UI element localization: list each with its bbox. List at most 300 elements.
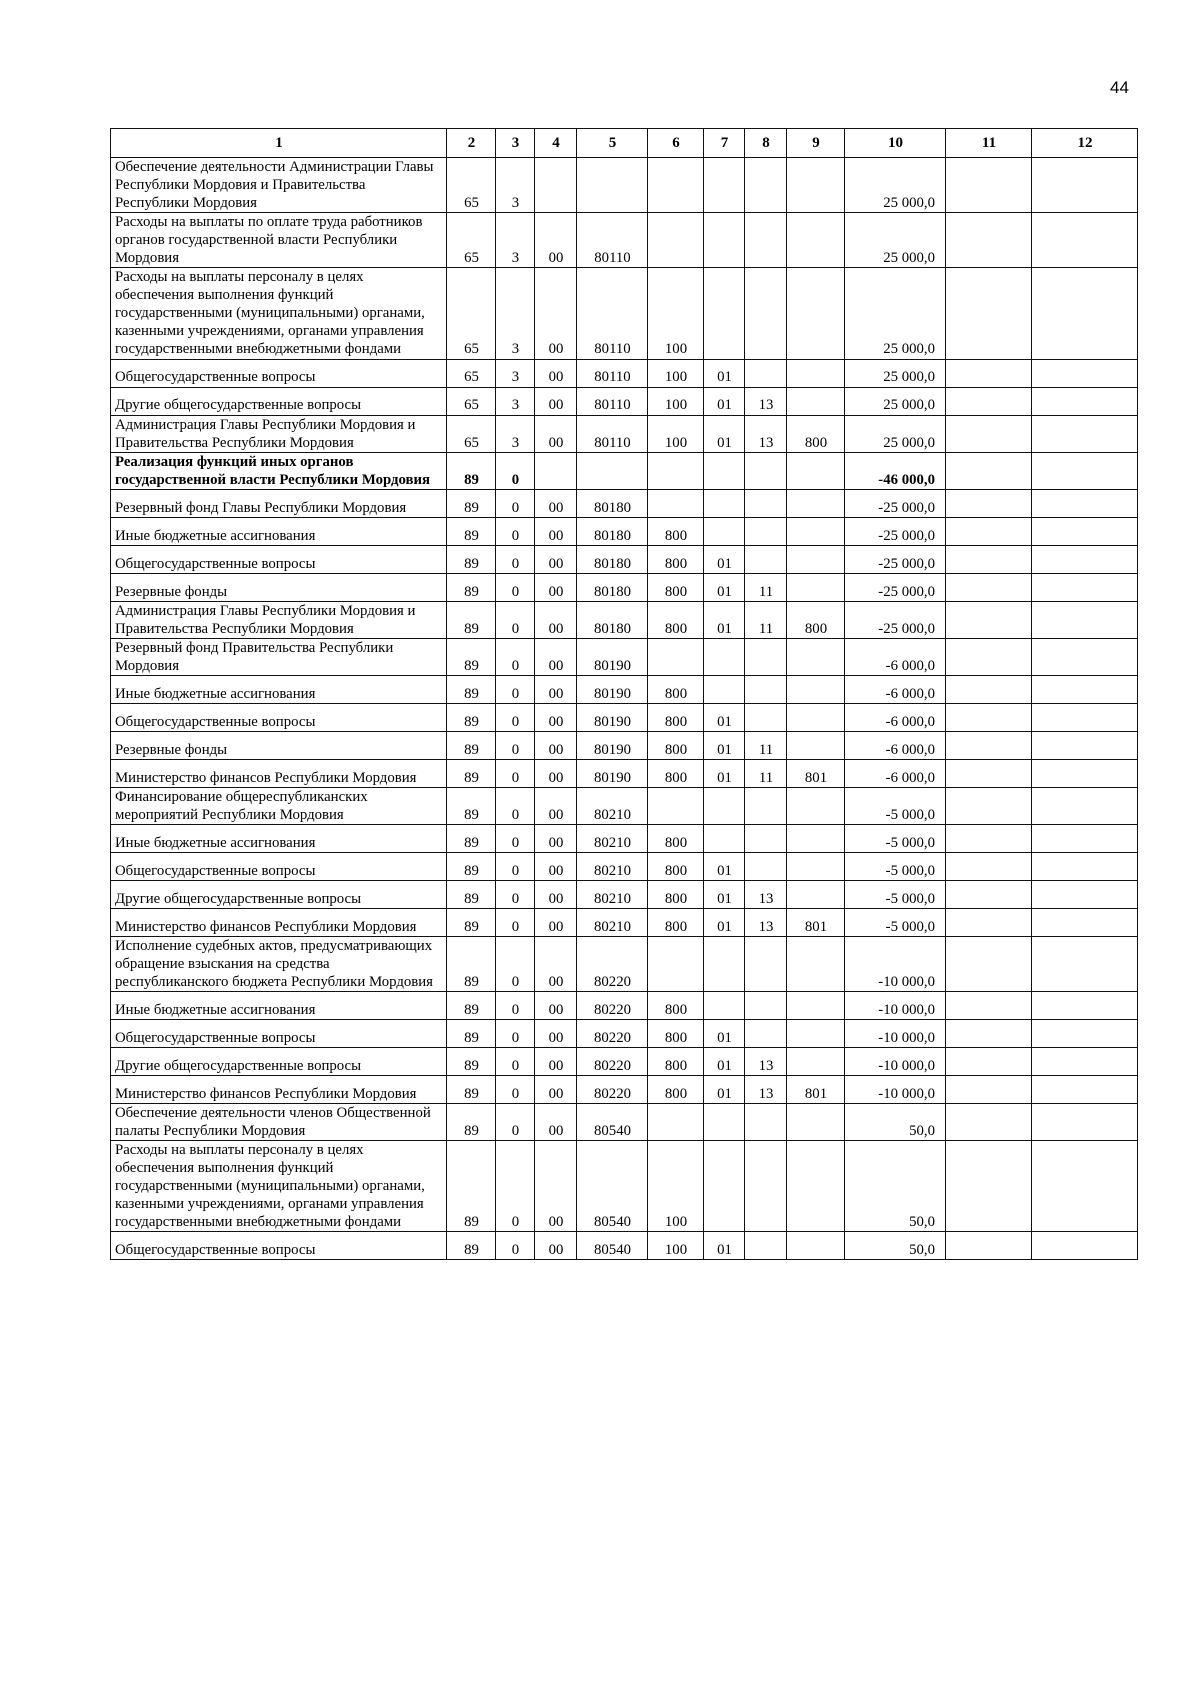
cell-col-11 [946,545,1032,573]
row-label: Другие общегосударственные вопросы [111,880,447,908]
cell-col-12 [1032,992,1138,1020]
cell-col-10: -46 000,0 [845,452,946,489]
cell-col-7: 01 [704,1048,745,1076]
cell-col-2: 89 [447,731,496,759]
row-label: Министерство финансов Республики Мордовия [111,1076,447,1104]
cell-col-9 [787,517,845,545]
cell-col-9 [787,268,845,359]
cell-col-4: 00 [535,675,577,703]
row-label: Резервные фонды [111,731,447,759]
cell-col-3: 0 [496,1076,535,1104]
cell-col-2: 65 [447,415,496,452]
cell-col-10: -6 000,0 [845,731,946,759]
cell-col-12 [1032,787,1138,824]
row-label: Общегосударственные вопросы [111,359,447,387]
table-row [111,1232,1138,1260]
cell-col-8 [745,268,787,359]
table-row [111,158,1138,213]
table-row [111,703,1138,731]
cell-col-11 [946,1048,1032,1076]
cell-col-8 [745,703,787,731]
cell-col-9 [787,638,845,675]
cell-col-2: 89 [447,675,496,703]
cell-col-8: 11 [745,573,787,601]
cell-col-6: 800 [648,1020,704,1048]
cell-col-3: 0 [496,852,535,880]
cell-col-8 [745,852,787,880]
cell-col-11 [946,936,1032,991]
cell-col-3: 0 [496,1048,535,1076]
cell-col-8 [745,992,787,1020]
cell-col-7 [704,675,745,703]
cell-col-5: 80110 [577,213,648,268]
cell-col-12 [1032,213,1138,268]
row-label: Обеспечение деятельности членов Общественной палаты Республики Мордовия [111,1104,447,1141]
table-row [111,759,1138,787]
cell-col-11 [946,213,1032,268]
cell-col-11 [946,731,1032,759]
cell-col-9 [787,213,845,268]
cell-col-10: 25 000,0 [845,415,946,452]
table-header-row [111,129,1138,158]
cell-col-6: 800 [648,1048,704,1076]
cell-col-4: 00 [535,852,577,880]
cell-col-6: 800 [648,908,704,936]
cell-col-10: 25 000,0 [845,268,946,359]
cell-col-8 [745,824,787,852]
column-header-12: 12 [1032,129,1138,158]
table-row [111,1141,1138,1232]
cell-col-11 [946,787,1032,824]
cell-col-10: -5 000,0 [845,880,946,908]
cell-col-5: 80180 [577,573,648,601]
cell-col-9 [787,936,845,991]
cell-col-2: 89 [447,1232,496,1260]
cell-col-5: 80180 [577,517,648,545]
cell-col-11 [946,759,1032,787]
cell-col-5: 80180 [577,489,648,517]
cell-col-11 [946,992,1032,1020]
cell-col-6: 800 [648,852,704,880]
cell-col-11 [946,1104,1032,1141]
cell-col-3: 0 [496,1020,535,1048]
cell-col-10: 25 000,0 [845,158,946,213]
cell-col-12 [1032,517,1138,545]
cell-col-10: -5 000,0 [845,852,946,880]
cell-col-12 [1032,824,1138,852]
cell-col-9 [787,824,845,852]
column-header-8: 8 [745,129,787,158]
row-label: Администрация Главы Республики Мордовия и Правительства Республики Мордовия [111,415,447,452]
cell-col-5: 80190 [577,638,648,675]
page-number: 44 [1110,78,1129,97]
cell-col-5: 80220 [577,1048,648,1076]
row-label: Иные бюджетные ассигнования [111,517,447,545]
cell-col-2: 89 [447,703,496,731]
cell-col-2: 89 [447,936,496,991]
column-header-7: 7 [704,129,745,158]
cell-col-2: 65 [447,268,496,359]
cell-col-3: 3 [496,387,535,415]
cell-col-12 [1032,638,1138,675]
cell-col-9 [787,158,845,213]
cell-col-3: 0 [496,573,535,601]
cell-col-8 [745,545,787,573]
cell-col-12 [1032,759,1138,787]
cell-col-4: 00 [535,268,577,359]
cell-col-6: 100 [648,415,704,452]
cell-col-6: 800 [648,517,704,545]
column-header-5: 5 [577,129,648,158]
cell-col-6: 100 [648,268,704,359]
cell-col-8: 11 [745,601,787,638]
cell-col-12 [1032,573,1138,601]
cell-col-12 [1032,601,1138,638]
cell-col-4: 00 [535,880,577,908]
cell-col-5 [577,452,648,489]
cell-col-4: 00 [535,936,577,991]
cell-col-4: 00 [535,387,577,415]
table-row [111,601,1138,638]
cell-col-8: 13 [745,415,787,452]
table-row [111,1048,1138,1076]
cell-col-7: 01 [704,1232,745,1260]
column-header-6: 6 [648,129,704,158]
cell-col-8 [745,638,787,675]
cell-col-8 [745,489,787,517]
column-header-2: 2 [447,129,496,158]
cell-col-4: 00 [535,1141,577,1232]
cell-col-9 [787,452,845,489]
table-row [111,415,1138,452]
column-header-4: 4 [535,129,577,158]
cell-col-3: 3 [496,213,535,268]
cell-col-7 [704,787,745,824]
cell-col-5: 80210 [577,787,648,824]
table-row [111,1020,1138,1048]
cell-col-3: 0 [496,992,535,1020]
cell-col-8 [745,787,787,824]
cell-col-7: 01 [704,359,745,387]
cell-col-4: 00 [535,638,577,675]
cell-col-5: 80220 [577,1076,648,1104]
cell-col-5: 80190 [577,703,648,731]
cell-col-12 [1032,1076,1138,1104]
cell-col-7: 01 [704,731,745,759]
cell-col-8: 13 [745,1048,787,1076]
cell-col-3: 0 [496,638,535,675]
cell-col-11 [946,1141,1032,1232]
cell-col-8 [745,1232,787,1260]
cell-col-9 [787,1141,845,1232]
cell-col-6 [648,452,704,489]
row-label: Министерство финансов Республики Мордовия [111,759,447,787]
table-row [111,880,1138,908]
cell-col-9 [787,1048,845,1076]
table-row [111,992,1138,1020]
cell-col-3: 0 [496,787,535,824]
cell-col-12 [1032,452,1138,489]
cell-col-4: 00 [535,517,577,545]
cell-col-4: 00 [535,359,577,387]
cell-col-8 [745,675,787,703]
cell-col-2: 89 [447,1141,496,1232]
cell-col-10: -25 000,0 [845,601,946,638]
cell-col-8 [745,1020,787,1048]
cell-col-4: 00 [535,415,577,452]
cell-col-4: 00 [535,601,577,638]
table-row [111,573,1138,601]
cell-col-5: 80180 [577,545,648,573]
column-header-9: 9 [787,129,845,158]
row-label: Расходы на выплаты персоналу в целях обеспечения выполнения функций государственными (муниципальными) органами, казенными учреждениями, органами управления государственными внебюджетными фондами [111,268,447,359]
cell-col-7: 01 [704,1076,745,1104]
row-label: Резервный фонд Главы Республики Мордовия [111,489,447,517]
cell-col-5: 80210 [577,852,648,880]
cell-col-7 [704,452,745,489]
cell-col-3: 0 [496,675,535,703]
cell-col-10: 25 000,0 [845,387,946,415]
cell-col-7: 01 [704,852,745,880]
cell-col-8: 11 [745,759,787,787]
row-label: Обеспечение деятельности Администрации Главы Республики Мордовия и Правительства Республики Мордовия [111,158,447,213]
cell-col-4 [535,158,577,213]
cell-col-8 [745,158,787,213]
cell-col-5: 80210 [577,880,648,908]
table-row [111,731,1138,759]
cell-col-6: 800 [648,601,704,638]
cell-col-2: 89 [447,787,496,824]
cell-col-7 [704,268,745,359]
cell-col-7: 01 [704,387,745,415]
cell-col-7: 01 [704,573,745,601]
table-body [111,158,1138,1260]
row-label: Резервные фонды [111,573,447,601]
cell-col-4: 00 [535,1104,577,1141]
cell-col-8 [745,359,787,387]
cell-col-7: 01 [704,1020,745,1048]
cell-col-9: 800 [787,601,845,638]
cell-col-10: -10 000,0 [845,1020,946,1048]
cell-col-3: 3 [496,359,535,387]
cell-col-12 [1032,880,1138,908]
cell-col-8 [745,1141,787,1232]
cell-col-2: 89 [447,517,496,545]
cell-col-11 [946,268,1032,359]
cell-col-11 [946,1232,1032,1260]
cell-col-5: 80110 [577,387,648,415]
cell-col-4: 00 [535,908,577,936]
row-label: Общегосударственные вопросы [111,545,447,573]
cell-col-8: 13 [745,908,787,936]
cell-col-2: 89 [447,638,496,675]
cell-col-11 [946,359,1032,387]
cell-col-6 [648,787,704,824]
cell-col-10: -5 000,0 [845,908,946,936]
cell-col-12 [1032,1232,1138,1260]
cell-col-2: 89 [447,992,496,1020]
cell-col-6 [648,936,704,991]
cell-col-7: 01 [704,880,745,908]
cell-col-12 [1032,936,1138,991]
cell-col-10: -25 000,0 [845,489,946,517]
cell-col-10: 50,0 [845,1104,946,1141]
cell-col-12 [1032,1141,1138,1232]
row-label: Другие общегосударственные вопросы [111,387,447,415]
cell-col-9 [787,387,845,415]
cell-col-8: 11 [745,731,787,759]
cell-col-9 [787,489,845,517]
cell-col-2: 65 [447,359,496,387]
cell-col-9 [787,992,845,1020]
row-label: Иные бюджетные ассигнования [111,824,447,852]
cell-col-3: 0 [496,1141,535,1232]
table-row [111,452,1138,489]
cell-col-3: 3 [496,415,535,452]
column-header-10: 10 [845,129,946,158]
cell-col-10: -5 000,0 [845,824,946,852]
cell-col-5: 80210 [577,908,648,936]
cell-col-2: 89 [447,489,496,517]
cell-col-6: 800 [648,573,704,601]
cell-col-10: -10 000,0 [845,992,946,1020]
cell-col-12 [1032,852,1138,880]
table-row [111,387,1138,415]
cell-col-8 [745,452,787,489]
row-label: Реализация функций иных органов государственной власти Республики Мордовия [111,452,447,489]
cell-col-12 [1032,359,1138,387]
cell-col-8 [745,213,787,268]
cell-col-2: 89 [447,824,496,852]
cell-col-3: 0 [496,452,535,489]
cell-col-9 [787,1232,845,1260]
row-label: Общегосударственные вопросы [111,1232,447,1260]
cell-col-4: 00 [535,213,577,268]
column-header-11: 11 [946,129,1032,158]
cell-col-2: 89 [447,1104,496,1141]
cell-col-2: 89 [447,908,496,936]
cell-col-7 [704,213,745,268]
cell-col-12 [1032,158,1138,213]
table-row [111,908,1138,936]
table-row [111,517,1138,545]
cell-col-6 [648,213,704,268]
cell-col-4: 00 [535,759,577,787]
cell-col-7: 01 [704,415,745,452]
cell-col-11 [946,517,1032,545]
cell-col-5: 80110 [577,268,648,359]
column-header-1: 1 [111,129,447,158]
cell-col-7: 01 [704,703,745,731]
cell-col-6: 800 [648,759,704,787]
cell-col-2: 89 [447,1048,496,1076]
row-label: Общегосударственные вопросы [111,1020,447,1048]
cell-col-12 [1032,268,1138,359]
cell-col-6 [648,638,704,675]
row-label: Другие общегосударственные вопросы [111,1048,447,1076]
table-row [111,787,1138,824]
table-row [111,824,1138,852]
row-label: Общегосударственные вопросы [111,852,447,880]
cell-col-9 [787,787,845,824]
cell-col-3: 0 [496,517,535,545]
cell-col-4: 00 [535,731,577,759]
cell-col-10: 50,0 [845,1141,946,1232]
cell-col-7 [704,489,745,517]
cell-col-3: 0 [496,489,535,517]
cell-col-6 [648,1104,704,1141]
cell-col-12 [1032,489,1138,517]
cell-col-2: 89 [447,880,496,908]
cell-col-10: -5 000,0 [845,787,946,824]
row-label: Министерство финансов Республики Мордовия [111,908,447,936]
cell-col-11 [946,158,1032,213]
row-label: Исполнение судебных актов, предусматривающих обращение взыскания на средства республиканского бюджета Республики Мордовия [111,936,447,991]
cell-col-12 [1032,1104,1138,1141]
cell-col-9: 801 [787,759,845,787]
cell-col-11 [946,824,1032,852]
cell-col-7: 01 [704,545,745,573]
cell-col-10: -10 000,0 [845,1076,946,1104]
cell-col-11 [946,573,1032,601]
cell-col-10: -6 000,0 [845,703,946,731]
cell-col-3: 0 [496,936,535,991]
cell-col-6: 800 [648,992,704,1020]
cell-col-3: 0 [496,908,535,936]
cell-col-4: 00 [535,1232,577,1260]
cell-col-5: 80540 [577,1232,648,1260]
cell-col-12 [1032,387,1138,415]
table-row [111,675,1138,703]
cell-col-6: 800 [648,731,704,759]
cell-col-9 [787,1020,845,1048]
cell-col-3: 0 [496,824,535,852]
row-label: Общегосударственные вопросы [111,703,447,731]
cell-col-5: 80110 [577,359,648,387]
cell-col-11 [946,601,1032,638]
cell-col-11 [946,415,1032,452]
cell-col-5: 80220 [577,992,648,1020]
cell-col-7 [704,517,745,545]
cell-col-10: -6 000,0 [845,759,946,787]
cell-col-8 [745,517,787,545]
cell-col-3: 0 [496,703,535,731]
cell-col-4: 00 [535,1020,577,1048]
cell-col-10: -10 000,0 [845,1048,946,1076]
cell-col-11 [946,489,1032,517]
cell-col-6: 100 [648,1141,704,1232]
cell-col-11 [946,638,1032,675]
cell-col-12 [1032,545,1138,573]
cell-col-12 [1032,731,1138,759]
row-label: Резервный фонд Правительства Республики Мордовия [111,638,447,675]
cell-col-7 [704,638,745,675]
cell-col-10: -6 000,0 [845,675,946,703]
cell-col-4: 00 [535,573,577,601]
cell-col-5: 80540 [577,1104,648,1141]
cell-col-6 [648,489,704,517]
cell-col-7 [704,992,745,1020]
table-row [111,638,1138,675]
cell-col-8: 13 [745,387,787,415]
cell-col-2: 89 [447,1076,496,1104]
cell-col-5: 80220 [577,936,648,991]
table-row [111,1104,1138,1141]
cell-col-9 [787,573,845,601]
cell-col-11 [946,452,1032,489]
cell-col-8 [745,1104,787,1141]
cell-col-10: 25 000,0 [845,359,946,387]
